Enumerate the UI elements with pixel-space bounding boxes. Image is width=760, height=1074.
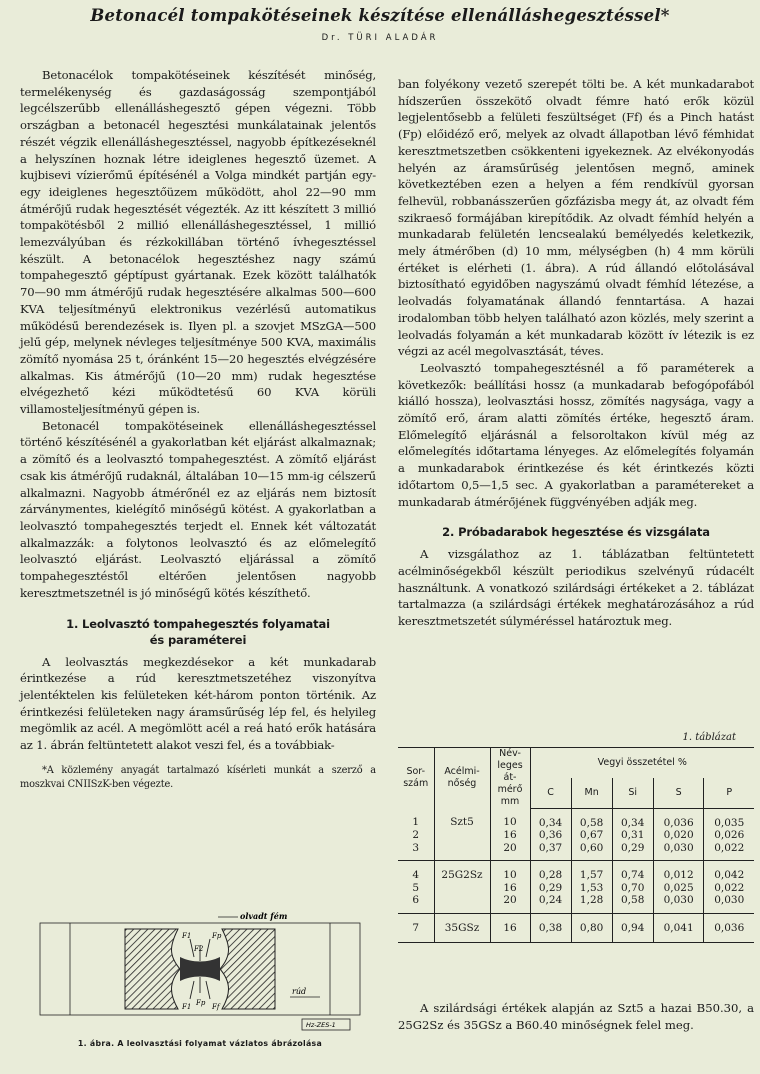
right-column: [398, 76, 754, 630]
table-cell-si: 0,34: [612, 808, 653, 829]
table-cell-c: 0,37: [530, 842, 571, 861]
element-header: C: [530, 778, 571, 808]
table-cell-p: 0,042: [704, 861, 754, 882]
col-header: Sor-szám: [398, 748, 434, 809]
table-cell-steel: [434, 829, 490, 842]
table-cell-no: 2: [412, 829, 420, 841]
table-cell-p: 0,026: [704, 829, 754, 842]
left-rod-end: [125, 929, 180, 1009]
paragraph: Betonacélok tompakötéseinek készítését minőség, termelékenység és gazdaságosság szempontjából legcélszerűbb ellenálláshegesztő gépen végezni. Több országban a betonacél hegesztési munkálatainak jelentős részét végzik ellenálláshegesztéssel, nagyobb építkezéseknél a helyszínen hoznak létre ideiglenes hegesztő üzemet. A kujbisevi vízierőmű építésénél a Volga mindkét partján egy-egy ideiglenes hegesztőüzem működött, ahol 22—90 mm átmérőjű rudak hegesztését végezték. Az itt készített 3 millió tompakötésből 2 millió ellenálláshegesztéssel, 1 millió lemezvályúban és rézkokillában történő ívhegesztéssel készült. A betonacélok hegesztéshez nagy számú tompahegesztő géptípust gyártanak. Ezek között találhatók 70—90 mm átmérőjű rudak hegesztésére alkalmas 500—600 KVA teljesítményű elektronikus vezérlésű automatikus működésű berendezések is. Ilyen pl. a szovjet MSzGA—500 jelű gép, melynek névleges teljesítménye 500 KVA, maximális zömítő nyomása 25 t, óránként 15—20 hegesztés elvégzésére alkalmas. Kis átmérőjű (10—20 mm) rudak hegesztése elvégezhető kézi működtetésű 60 KVA körüli villamosteljesítményű gépen is.: [20, 68, 376, 417]
element-header: Mn: [571, 778, 612, 808]
paragraph: A szilárdsági értékek alapján az Szt5 a hazai B50.30, a 25G2Sz és 35GSz a B60.40 minőségnek felel meg.: [398, 1001, 754, 1032]
section-heading: 2. Próbadarabok hegesztése és vizsgálata: [442, 525, 710, 540]
table-cell-mn: 1,53: [571, 882, 612, 895]
force-label: F2: [194, 945, 204, 953]
col-header: Név-leges át-mérő mm: [490, 748, 530, 809]
footnote: *A közlemény anyagát tartalmazó kísérleti munkát a szerző a moszkvai CNIISzK-ben végezte.: [20, 764, 376, 790]
table-cell-si: 0,58: [612, 894, 653, 913]
table-cell-c: 0,28: [530, 861, 571, 882]
rod-label: rúd: [292, 987, 307, 996]
table-cell-steel: [434, 894, 490, 913]
table-cell-d: 10: [490, 861, 530, 882]
section-heading: [20, 616, 376, 648]
table-cell-c: 0,36: [530, 829, 571, 842]
table-cell-si: 0,94: [612, 913, 653, 943]
paragraph: A leolvasztás megkezdésekor a két munkadarab érintkezése a rúd keresztmetszetéhez viszonyítva jelentéktelen kis felületeken két-három ponton történik. Az érintkezési felületeken nagy áramsűrűség lép fel, és helyileg megömlik az acél. A megömlött acél a reá ható erők hatására az 1. ábrán feltüntetett alakot veszi fel, és a továbbiak-: [20, 654, 376, 753]
table-cell-mn: 0,80: [571, 913, 612, 943]
col-header: Vegyi összetétel %: [530, 748, 754, 778]
table-cell-no: 6: [398, 894, 434, 913]
table-row: [398, 913, 754, 943]
force-label: Fp: [196, 999, 206, 1007]
section-heading-line: és paraméterei: [149, 632, 247, 647]
table-cell-steel: 25G2Sz: [434, 861, 490, 882]
table-row: [398, 894, 754, 913]
table-cell-p: 0,036: [704, 913, 754, 943]
table-cell-d: 16: [490, 829, 530, 842]
force-label: Fp: [212, 932, 222, 940]
table-cell-s: 0,012: [653, 861, 704, 882]
author-line: Dr. TÜRI ALADÁR: [321, 33, 439, 43]
table-cell-si: 0,31: [612, 829, 653, 842]
table-cell-mn: 0,60: [571, 842, 612, 861]
paragraph: Leolvasztó tompahegesztésnél a fő paraméterek a következők: beállítási hossz (a munkadarab befogópofából kiálló hossza), leolvasztási hossz, zömítés nagysága, vagy a zömítő erő, áram alatti zömítés értéke, hegesztő áram. Előmelegítő eljárásnál a felsoroltakon kívül még az előmelegítés időtartama lényeges. Az előmelegítés folyamán a munkadarabok érintkezése és két érintkezés közti időtartom 0,5—1,5 sec. A gyakorlatban a paramétereket a munkadarab átmérőjének függvényében adják meg.: [398, 360, 754, 509]
table-1: [398, 732, 754, 943]
table-cell-mn: 1,57: [571, 861, 612, 882]
table-cell-mn: 0,67: [571, 829, 612, 842]
table-label: 1. táblázat: [682, 732, 736, 743]
table-cell-no: 7: [398, 913, 434, 943]
weld-diagram: [30, 905, 370, 1035]
molten-metal-label: olvadt fém: [240, 911, 288, 921]
paragraph: ban folyékony vezető szerepét tölti be. A két munkadarabot hídszerűen összekötő olvadt fémre ható erők közül legjelentősebb a felületi feszültséget (Ff) és a Pinch hatást (Fp) előidéző erő, melyek az olvadt állapotban lévő fémhidat keresztmetszetben csökkenteni igyekeznek. Az elvékonyodás helyén az áramsűrűség jelentősen megnő, aminek következtében ezen a helyen a fém rendkívül gyorsan felhevül, robbanásszerűen gőzfázisba megy át, az olvadt fém szikraeső formájában kirepítődik. Az olvadt fémhíd helyén a munkadarab felületén lencsealakú bemélyedés keletkezik, mely átmérőben (d) 10 mm, mélységben (h) 4 mm körüli értéket is elérheti (1. ábra). A rúd állandó előtolásával biztosítható egyidőben nagyszámú olvadt fémhíd létezése, a leolvadás folyamatának állandó fenntartása. A hazai irodalomban több helyen található azon közlés, mely szerint a leolvadás folyamán a két munkadarab között ív létezik is ez végzi az acél megolvasztását, téves.: [398, 77, 754, 359]
table-cell-s: 0,025: [653, 882, 704, 895]
table-cell-s: 0,041: [653, 913, 704, 943]
table-cell-no: 4: [412, 869, 420, 881]
force-label: Ff: [212, 1003, 220, 1011]
table-row: [398, 829, 754, 842]
table-cell-d: 20: [490, 894, 530, 913]
table-cell-no: 5: [412, 881, 420, 894]
section-heading-line: 1. Leolvasztó tompahegesztés folyamatai: [66, 616, 330, 631]
table-cell-mn: 0,58: [571, 808, 612, 829]
table-cell-s: 0,030: [653, 842, 704, 861]
table-cell-s: 0,036: [653, 808, 704, 829]
table-cell-steel: [434, 882, 490, 895]
table-cell-steel: Szt5: [434, 808, 490, 829]
table-cell-s: 0,020: [653, 829, 704, 842]
table-cell-si: 0,29: [612, 842, 653, 861]
table-cell-c: 0,29: [530, 882, 571, 895]
table-cell-p: 0,035: [704, 808, 754, 829]
table-cell-d: 10: [490, 808, 530, 829]
table-cell-c: 0,38: [530, 913, 571, 943]
figure-caption: 1. ábra. A leolvasztási folyamat vázlatos ábrázolása: [77, 1039, 323, 1048]
table-cell-p: 0,022: [704, 842, 754, 861]
table-cell-steel: 35GSz: [434, 913, 490, 943]
table-row: [398, 882, 754, 895]
element-header: Si: [612, 778, 653, 808]
paragraph: A vizsgálathoz az 1. táblázatban feltüntetett acélminőségekből készült periodikus szelvényű rúdacélt használtunk. A vonatkozó szilárdsági értékeket a 2. táblázat tartalmazza (a szilárdsági értékek meghatározásához a rúd keresztmetszetét súlyméréssel határoztuk meg.: [398, 547, 754, 629]
table-cell-si: 0,74: [612, 861, 653, 882]
paragraph: Betonacél tompakötéseinek ellenálláshegesztéssel történő készítésénél a gyakorlatban két eljárást alkalmaznak; a zömítő és a leolvasztó tompahegesztést. A zömítő eljárást csak kis átmérőjű rudaknál, általában 10—15 mm-ig célszerű alkalmazni. Nagyobb átmérőnél ez az eljárás nem biztosít zárványmentes, kielégítő minőségű kötést. A gyakorlatban a leolvasztó tompahegesztés terjedt el. Ennek két változatát alkalmazzák: a folytonos leolvasztó és az előmelegítő leolvasztó eljárást. Leolvasztó eljárással a zömítő tompahegesztéstől eltérően jelentősen nagyobb keresztmetszetnél is jó minőségű kötés készíthető.: [20, 418, 376, 600]
table-row: [398, 808, 754, 829]
table-cell-d: 20: [490, 842, 530, 861]
table-row: [398, 842, 754, 861]
table-cell-s: 0,030: [653, 894, 704, 913]
table-cell-p: 0,022: [704, 882, 754, 895]
figure-code: Hz-ZES-1: [306, 1021, 336, 1029]
table-row: [398, 861, 754, 882]
table-cell-c: 0,34: [530, 808, 571, 829]
table-cell-p: 0,030: [704, 894, 754, 913]
force-label: F1: [182, 1003, 192, 1011]
element-header: P: [704, 778, 754, 808]
left-column: [20, 67, 376, 792]
table-cell-no: 3: [398, 842, 434, 861]
table-cell-steel: [434, 842, 490, 861]
article-title: Betonacél tompakötéseinek készítése ellenálláshegesztéssel*: [90, 6, 670, 25]
table-cell-c: 0,24: [530, 894, 571, 913]
chemical-composition-table: [398, 747, 754, 943]
table-cell-mn: 1,28: [571, 894, 612, 913]
figure-1: [30, 905, 370, 1055]
table-cell-d: 16: [490, 913, 530, 943]
table-cell-d: 16: [490, 882, 530, 895]
right-rod-end: [220, 929, 275, 1009]
col-header: Acélmi-nőség: [434, 748, 490, 809]
element-header: S: [653, 778, 704, 808]
force-label: F1: [182, 932, 192, 940]
table-cell-no: 1: [412, 816, 420, 829]
table-cell-si: 0,70: [612, 882, 653, 895]
